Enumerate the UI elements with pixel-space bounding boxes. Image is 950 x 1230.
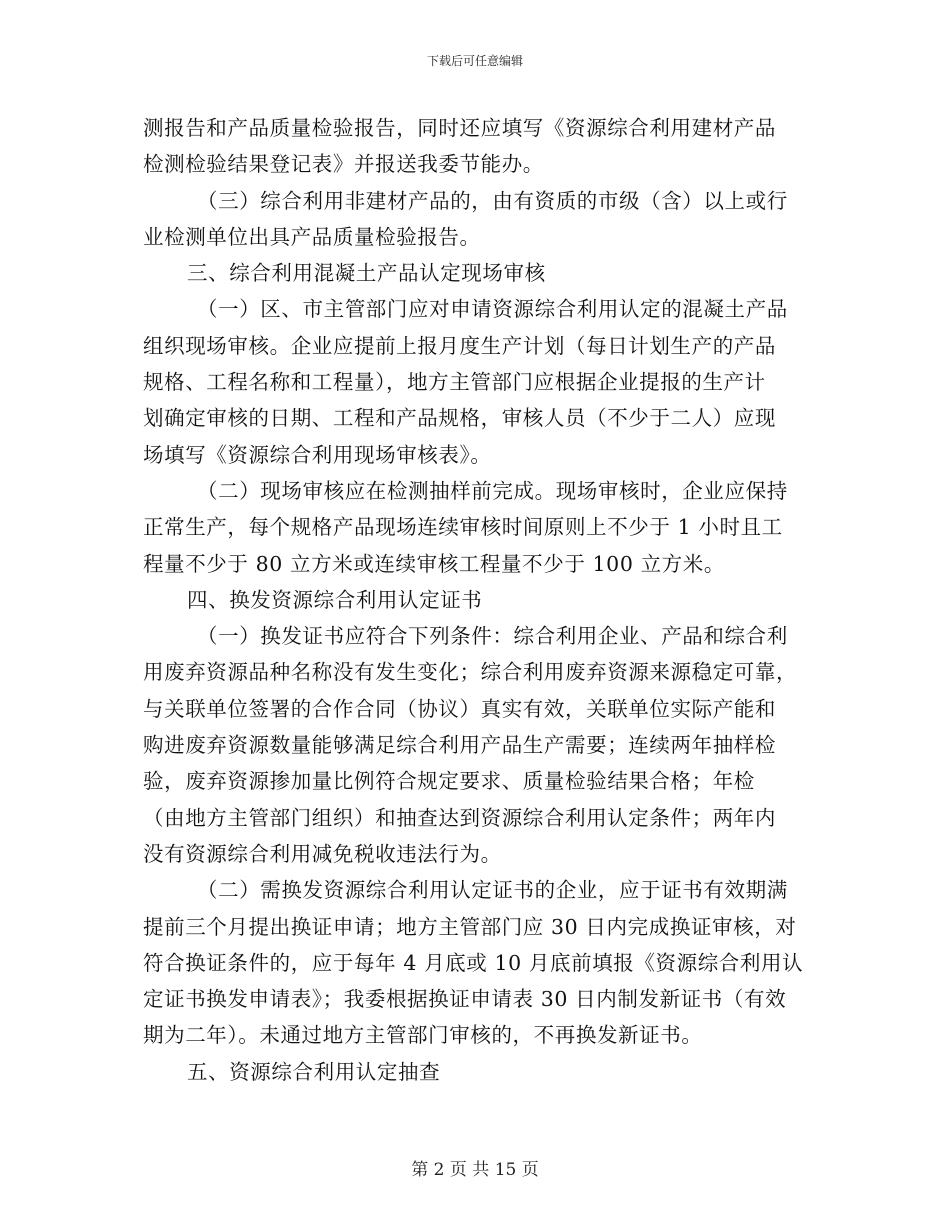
text-line: 组织现场审核。企业应提前上报月度生产计划（每日计划生产的产品 <box>143 333 776 358</box>
text-line: 正常生产，每个规格产品现场连续审核时间原则上不少于 1 小时且工 <box>143 515 783 540</box>
text-line: 检测检验结果登记表》并报送我委节能办。 <box>143 152 544 177</box>
text-line: （一）区、市主管部门应对申请资源综合利用认定的混凝土产品 <box>197 297 788 322</box>
text-line: 提前三个月提出换证申请；地方主管部门应 30 日内完成换证审核，对 <box>143 914 797 939</box>
text-line: 业检测单位出具产品质量检验报告。 <box>143 224 481 249</box>
text-line: （一）换发证书应符合下列条件：综合利用企业、产品和综合利 <box>197 624 788 649</box>
text-line: 测报告和产品质量检验报告，同时还应填写《资源综合利用建材产品 <box>143 116 776 140</box>
text-line: 符合换证条件的，应于每年 4 月底或 10 月底前填报《资源综合利用认 <box>143 950 804 975</box>
text-line: 三、综合利用混凝土产品认定现场审核 <box>187 261 546 286</box>
text-line: （二）需换发资源综合利用认定证书的企业，应于证书有效期满 <box>197 878 788 903</box>
text-line: 场填写《资源综合利用现场审核表》。 <box>143 442 492 467</box>
page-footer: 第 2 页 共 15 页 <box>411 1160 539 1180</box>
page-header: 下载后可任意编辑 <box>426 54 523 68</box>
text-line: 程量不少于 80 立方米或连续审核工程量不少于 100 立方米。 <box>143 551 725 576</box>
text-line: 划确定审核的日期、工程和产品规格，审核人员（不少于二人）应现 <box>143 406 776 431</box>
text-line: 购进废弃资源数量能够满足综合利用产品生产需要；连续两年抽样检 <box>143 733 776 758</box>
text-line: 规格、工程名称和工程量），地方主管部门应根据企业提报的生产计 <box>143 370 766 395</box>
text-line: 验，废弃资源掺加量比例符合规定要求、质量检验结果合格；年检 <box>143 769 755 794</box>
text-line: 用废弃资源品种名称没有发生变化；综合利用废弃资源来源稳定可靠， <box>143 660 798 685</box>
text-line: （由地方主管部门组织）和抽查达到资源综合利用认定条件；两年内 <box>143 805 776 830</box>
text-line: 定证书换发申请表》；我委根据换证申请表 30 日内制发新证书（有效 <box>143 987 787 1012</box>
text-line: （二）现场审核应在检测抽样前完成。现场审核时，企业应保持 <box>197 478 788 503</box>
text-line: 期为二年）。未通过地方主管部门审核的，不再换发新证书。 <box>143 1023 703 1048</box>
text-line: （三）综合利用非建材产品的，由有资质的市级（含）以上或行 <box>197 188 788 213</box>
text-line: 四、换发资源综合利用认定证书 <box>187 587 483 612</box>
text-line: 与关联单位签署的合作合同（协议）真实有效，关联单位实际产能和 <box>143 696 776 721</box>
text-line: 没有资源综合利用减免税收违法行为。 <box>143 841 502 866</box>
text-line: 五、资源综合利用认定抽查 <box>187 1059 441 1084</box>
document-body <box>143 110 811 1090</box>
